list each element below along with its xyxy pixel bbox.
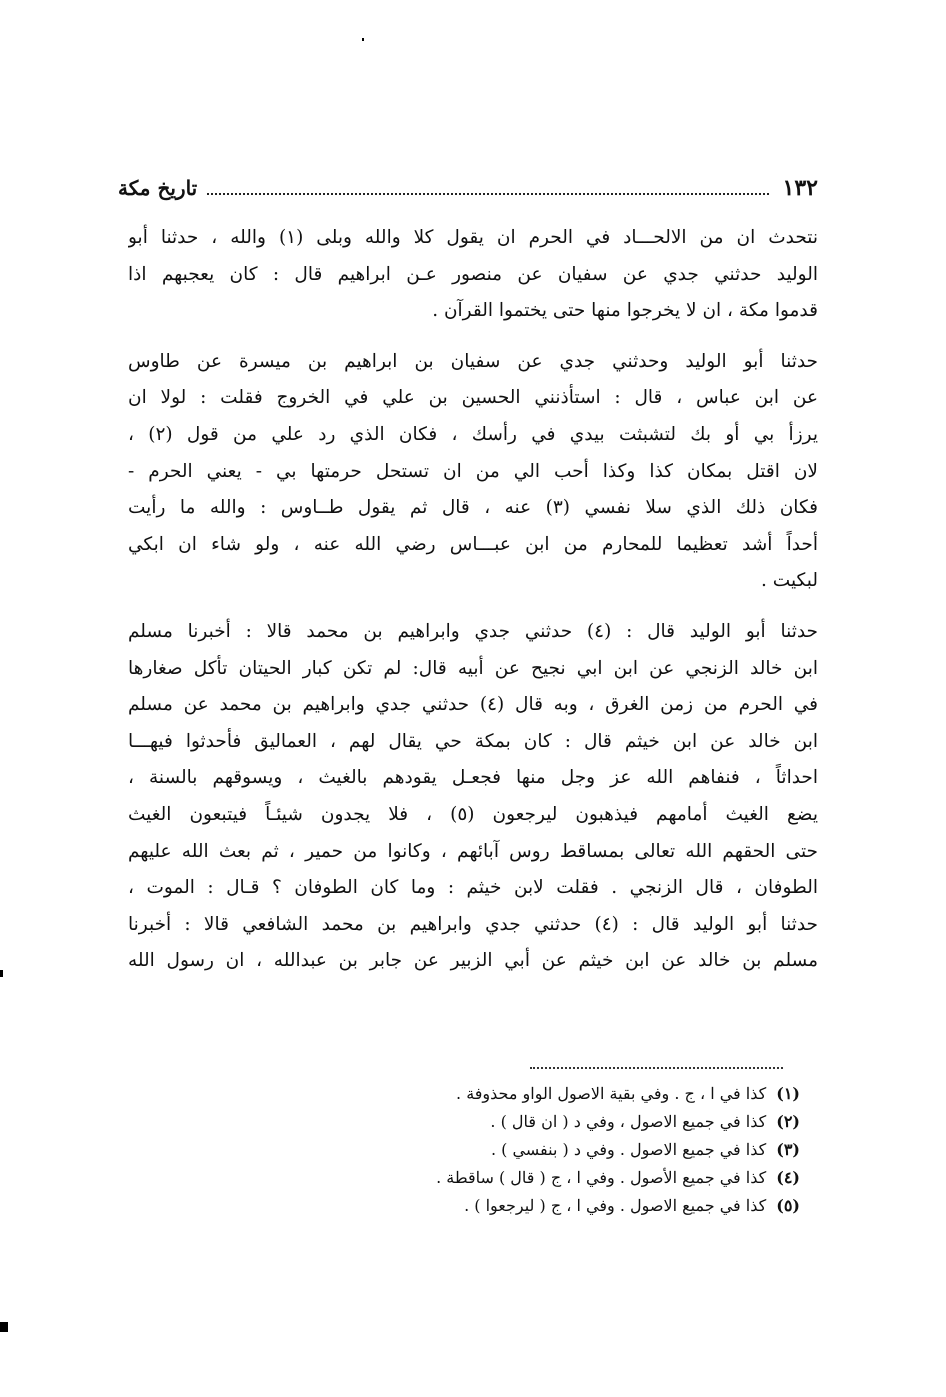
text-line: حدثنا أبو الوليد قال : (٤) حدثني جدي وابراهيم بن محمد قالا : أخبرنا مسلم [128, 620, 818, 642]
text-line: نتحدث ان من الالحـــاد في الحرم ان يقول كلا والله وبلى (١) والله ، حدثنا أبو [128, 227, 818, 248]
text-line: أحداً أشد تعظيما للمحارم من ابن عبـــاس رضي الله عنه ، ولو شاء ان ابكي [128, 533, 818, 555]
footnote [320, 1192, 800, 1220]
text-line: قدموا مكة ، ان لا يخرجوا منها حتى يختموا القرآن . [432, 300, 818, 322]
text-line: احداثاً ، فنفاهم الله عز وجل منها فجعـل يقودهم بالغيث ، ويسوقهم بالسنة ، [128, 767, 818, 789]
scan-speck [0, 1322, 8, 1332]
book-title: تاريخ مكة [118, 176, 198, 200]
footnote-marker: (٤) [776, 1168, 800, 1187]
footnote-text: كذا في جميع الاصول . وفي د ( بنفسي ) . [490, 1140, 767, 1159]
text-line: مسلم بن خالد عن ابن خيثم عن أبي الزبير عن جابر بن عبدالله ، ان رسول الله [128, 950, 818, 972]
paragraph [128, 220, 818, 330]
text-line: عن ابن عباس ، قال : استأذنني الحسين بن علي في الخروج فقلت : لولا ان [128, 387, 818, 409]
footnotes [320, 1080, 800, 1220]
paragraph [128, 614, 818, 980]
footnote-text: كذا في جميع الاصول . وفي ا ، ج ( ليرجعوا ) . [464, 1196, 767, 1215]
text-line: لبكيت . [761, 570, 818, 592]
text-line: حدثنا أبو الوليد قال : (٤) حدثني جدي وابراهيم بن محمد الشافعي قالا : أخبرنا [128, 913, 818, 935]
text-line: يضع الغيث أمامهم فيذهبون ليرجعون (٥) ، فلا يجدون شيئـاً فيتبعون الغيث [128, 803, 818, 825]
text-line: في الحرم من زمن الغرق ، وبه قال (٤) حدثني جدي وابراهيم بن محمد عن مسلم [128, 694, 818, 716]
footnote-marker: (١) [776, 1084, 800, 1103]
footnote-marker: (٣) [776, 1140, 800, 1159]
running-header [118, 172, 818, 204]
text-line: يرزأ بي أو بك لتشبثت بيدي في رأسك ، فكان الذي رد علي من قول (٢) ، [128, 423, 818, 445]
text-line: فكان ذلك الذي سلا نفسي (٣) عنه ، قال ثم يقول طــاوس : والله ما رأيت [128, 497, 818, 519]
footnote-marker: (٥) [776, 1196, 800, 1215]
footnote [320, 1108, 800, 1136]
footnote [320, 1080, 800, 1108]
footnote [320, 1164, 800, 1192]
scan-speck [362, 38, 364, 41]
footnote-text: كذا في جميع الأصول . وفي ا ، ج ( قال ) ساقطة . [436, 1168, 767, 1187]
text-line: حدثنا أبو الوليد وحدثني جدي عن سفيان بن ابراهيم بن ميسرة عن طاوس [128, 350, 818, 372]
footnote-separator [530, 1067, 783, 1069]
footnote [320, 1136, 800, 1164]
text-line: حتى الحقهم الله تعالى بمساقط روس آبائهم ، وكانوا من حمير ، ثم بعث الله عليهم [128, 840, 818, 862]
text-line: لان اقتل بمكان كذا وكذا أحب الي من ان تستحل حرمتها بي - يعني الحرم - [128, 460, 818, 482]
text-line: ابن خالد الزنجي عن ابن ابي نجيح عن أبيه قال: لم تكن كبار الحيتان تأكل صغارها [128, 657, 818, 679]
header-dotted-leader [207, 181, 768, 195]
text-line: الوليد حدثني جدي عن سفيان عن منصور عـن ابراهيم قال : كان يعجبهم اذا [128, 263, 818, 285]
footnote-marker: (٢) [776, 1112, 800, 1131]
text-line: ابن خالد عن ابن خيثم قال : كان بمكة حي يقال لهم ، العماليق فأحدثوا فيهـــا [128, 730, 818, 752]
page-number: ١٣٢ [782, 175, 818, 201]
main-text [128, 220, 818, 1002]
footnote-text: كذا في ا ، ج . وفي بقية الاصول الواو محذوفة . [456, 1084, 767, 1103]
scan-speck [0, 970, 3, 977]
footnote-text: كذا في جميع الاصول ، وفي د ( ان قال ) . [490, 1112, 767, 1131]
text-line: الطوفان ، قال الزنجي . فقلت لابن خيثم : وما كان الطوفان ؟ قـال : الموت ، [128, 877, 818, 899]
paragraph [128, 344, 818, 600]
